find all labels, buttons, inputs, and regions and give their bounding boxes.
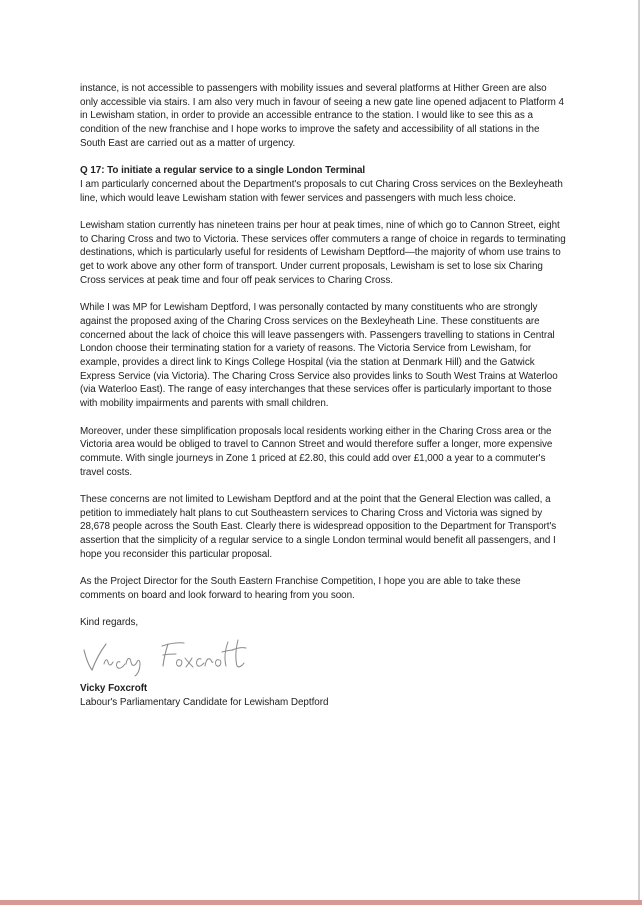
paragraph-petition: These concerns are not limited to Lewisham Deptford and at the point that the General Election was called, a petition to immediately halt plans to cut Southeastern services to Charing Cross and Victoria was signed by 28,678 people across the South East. Clearly there is widespread opposition to the Department for Transport's assertion that the simplicity of a regular service to a single London terminal would benefit all passengers, and I hope you reconsider this particular proposal.	[80, 494, 557, 560]
paragraph-commute-cost: Moreover, under these simplification proposals local residents working either in the Charing Cross area or the Victoria area would be obliged to travel to Cannon Street and would therefore suffer a longer, more expensive commute. With single journeys in Zone 1 priced at £2.80, this could add over £1,000 a year to a commuter's travel costs.	[80, 425, 553, 478]
handwritten-signature	[80, 636, 260, 678]
page-bottom-band	[0, 900, 642, 905]
paragraph-accessibility: instance, is not accessible to passengers with mobility issues and several platforms at Hither Green are also only accessible via stairs. I am also very much in favour of seeing a new gate line opened adjacent to Platform 4 in Lewisham station, in order to provide an accessible entrance to the station. I would like to see this as a condition of the new franchise and I hope works to improve the safety and accessibility of all stations in the South East are carried out as a matter of urgency.	[80, 83, 564, 149]
signatory-role: Labour's Parliamentary Candidate for Lewisham Deptford	[80, 696, 329, 708]
paragraph-constituents: While I was MP for Lewisham Deptford, I was personally contacted by many constituents who are strongly against the proposed axing of the Charing Cross services on the Bexleyheath Line. These constituents are concerned about the lack of choice this will leave passengers with. Passengers travelling to stations in Central London choose their terminating station for a variety of reasons. The Victoria Service from Lewisham, for example, provides a direct link to Kings College Hospital (via the station at Denmark Hill) and the Gatwick Express Service (via Victoria). The Charing Cross Service also provides links to South West Trains at Waterloo (via Waterloo East). The range of easy interchanges that these services offer is particularly important to those with mobility impairments and parents with small children.	[80, 302, 558, 410]
signatory-name: Vicky Foxcroft	[80, 683, 148, 695]
letter-body	[80, 82, 566, 709]
paragraph-charing-cross-concern: I am particularly concerned about the Department's proposals to cut Charing Cross services on the Bexleyheath line, which would leave Lewisham station with fewer services and passengers with much less choice.	[80, 178, 563, 204]
signature-graphic	[80, 636, 260, 678]
section-heading-q17: Q 17: To initiate a regular service to a single London Terminal	[80, 165, 366, 177]
paragraph-closing-request: As the Project Director for the South Eastern Franchise Competition, I hope you are able to take these comments on board and look forward to hearing from you soon.	[80, 576, 521, 601]
paragraph-lewisham-trains: Lewisham station currently has nineteen trains per hour at peak times, nine of which go to Cannon Street, eight to Charing Cross and two to Victoria. These services offer commuters a range of choice in regards to terminating destinations, which is particularly useful for residents of Lewisham Deptford—the majority of whom use trains to get to work above any other form of transport. Under current proposals, Lewisham is set to lose six Charing Cross services at peak time and four off peak services to Charing Cross.	[80, 220, 566, 286]
closing-salutation: Kind regards,	[80, 617, 139, 629]
